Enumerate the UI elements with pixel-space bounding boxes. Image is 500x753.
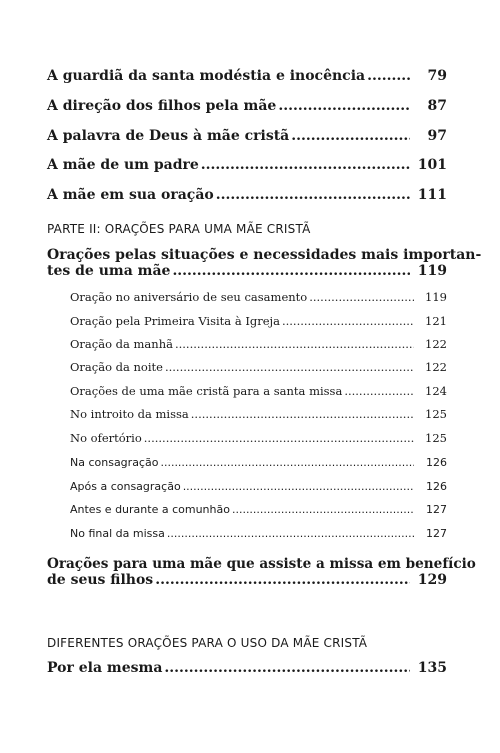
dot-leader [309, 290, 414, 304]
toc-subentry[interactable] [70, 384, 447, 398]
toc-subentry-page: 122 [425, 337, 447, 351]
toc-subentry[interactable] [70, 527, 447, 540]
toc-subentry-title: Na consagração [70, 456, 159, 469]
toc-subentry-page: 125 [425, 431, 447, 445]
toc-entry-title-line1: Orações pelas situações e necessidades mais importan- [47, 247, 482, 263]
dot-leader [201, 157, 410, 173]
toc-entry-page: 129 [417, 572, 447, 588]
toc-entry[interactable] [47, 157, 447, 173]
toc-subentry-title: Orações de uma mãe cristã para a santa missa [70, 384, 343, 398]
dot-leader [278, 98, 410, 114]
dot-leader [165, 360, 414, 374]
dot-leader [232, 503, 414, 516]
toc-entry-title: A direção dos filhos pela mãe [47, 98, 277, 114]
toc-subentry-title: Oração da noite [70, 360, 163, 374]
toc-subentry-page: 124 [425, 384, 447, 398]
toc-subentry-title: No final da missa [70, 527, 165, 540]
toc-entry-title-line1: Orações para uma mãe que assiste a missa em benefício [47, 556, 476, 572]
toc-entry[interactable] [47, 128, 447, 144]
dot-leader [191, 407, 414, 421]
toc-entry-page: 97 [427, 128, 447, 144]
dot-leader [172, 263, 410, 279]
toc-subentry-page: 121 [425, 314, 447, 328]
toc-entry[interactable] [47, 660, 447, 676]
toc-subentry-title: Antes e durante a comunhão [70, 503, 230, 516]
dot-leader [164, 660, 410, 676]
toc-entry-situations[interactable] [47, 247, 482, 279]
toc-entry-title-line2: tes de uma mãe [47, 263, 171, 279]
toc-subentry[interactable] [70, 290, 447, 304]
dot-leader [216, 187, 410, 203]
toc-entry[interactable] [47, 68, 447, 84]
toc-subentry[interactable] [70, 314, 447, 328]
toc-subentry-page: 119 [425, 290, 447, 304]
toc-entry-page: 135 [417, 660, 447, 676]
toc-entry-title: A palavra de Deus à mãe cristã [47, 128, 290, 144]
toc-entry-title: A mãe de um padre [47, 157, 199, 173]
toc-subentry-page: 122 [425, 360, 447, 374]
toc-subentry-title: No introito da missa [70, 407, 189, 421]
dot-leader [155, 572, 410, 588]
toc-subentry-title: Oração da manhã [70, 337, 173, 351]
toc-subentry-page: 127 [426, 527, 447, 540]
toc-entry-title: A mãe em sua oração [47, 187, 214, 203]
dot-leader [175, 337, 414, 351]
toc-subentry[interactable] [70, 503, 447, 516]
toc-subentry-title: Oração no aniversário de seu casamento [70, 290, 308, 304]
section-heading-part-2: PARTE II: ORAÇÕES PARA UMA MÃE CRISTÃ [47, 222, 311, 236]
dot-leader [167, 527, 414, 540]
toc-entry-page: 111 [417, 187, 447, 203]
toc-subentry-page: 127 [426, 503, 447, 516]
dot-leader [282, 314, 414, 328]
toc-subentry-page: 125 [425, 407, 447, 421]
toc-subentry[interactable] [70, 480, 447, 493]
toc-entry-title-line2: de seus filhos [47, 572, 154, 588]
toc-entry-page: 119 [417, 263, 447, 279]
toc-subentry[interactable] [70, 431, 447, 445]
toc-subentry[interactable] [70, 407, 447, 421]
toc-subentry-title: Oração pela Primeira Visita à Igreja [70, 314, 280, 328]
toc-entry[interactable] [47, 98, 447, 114]
toc-entry[interactable] [47, 187, 447, 203]
dot-leader [344, 384, 414, 398]
toc-entry-page: 87 [427, 98, 447, 114]
dot-leader [183, 480, 414, 493]
dot-leader [367, 68, 410, 84]
toc-entry-mass-benefit[interactable] [47, 556, 476, 588]
toc-entry-page: 79 [427, 68, 447, 84]
toc-subentry-page: 126 [426, 456, 447, 469]
dot-leader [291, 128, 410, 144]
toc-subentry-title: No ofertório [70, 431, 142, 445]
toc-subentry-title: Após a consagração [70, 480, 181, 493]
toc-subentry[interactable] [70, 456, 447, 469]
toc-subentry[interactable] [70, 337, 447, 351]
toc-entry-title: Por ela mesma [47, 660, 163, 676]
toc-entry-page: 101 [417, 157, 447, 173]
toc-subentry-page: 126 [426, 480, 447, 493]
section-heading-different-prayers: DIFERENTES ORAÇÕES PARA O USO DA MÃE CRISTÃ [47, 636, 368, 650]
toc-entry-title: A guardiã da santa modéstia e inocência [47, 68, 366, 84]
dot-leader [144, 431, 414, 445]
toc-subentry[interactable] [70, 360, 447, 374]
dot-leader [160, 456, 414, 469]
